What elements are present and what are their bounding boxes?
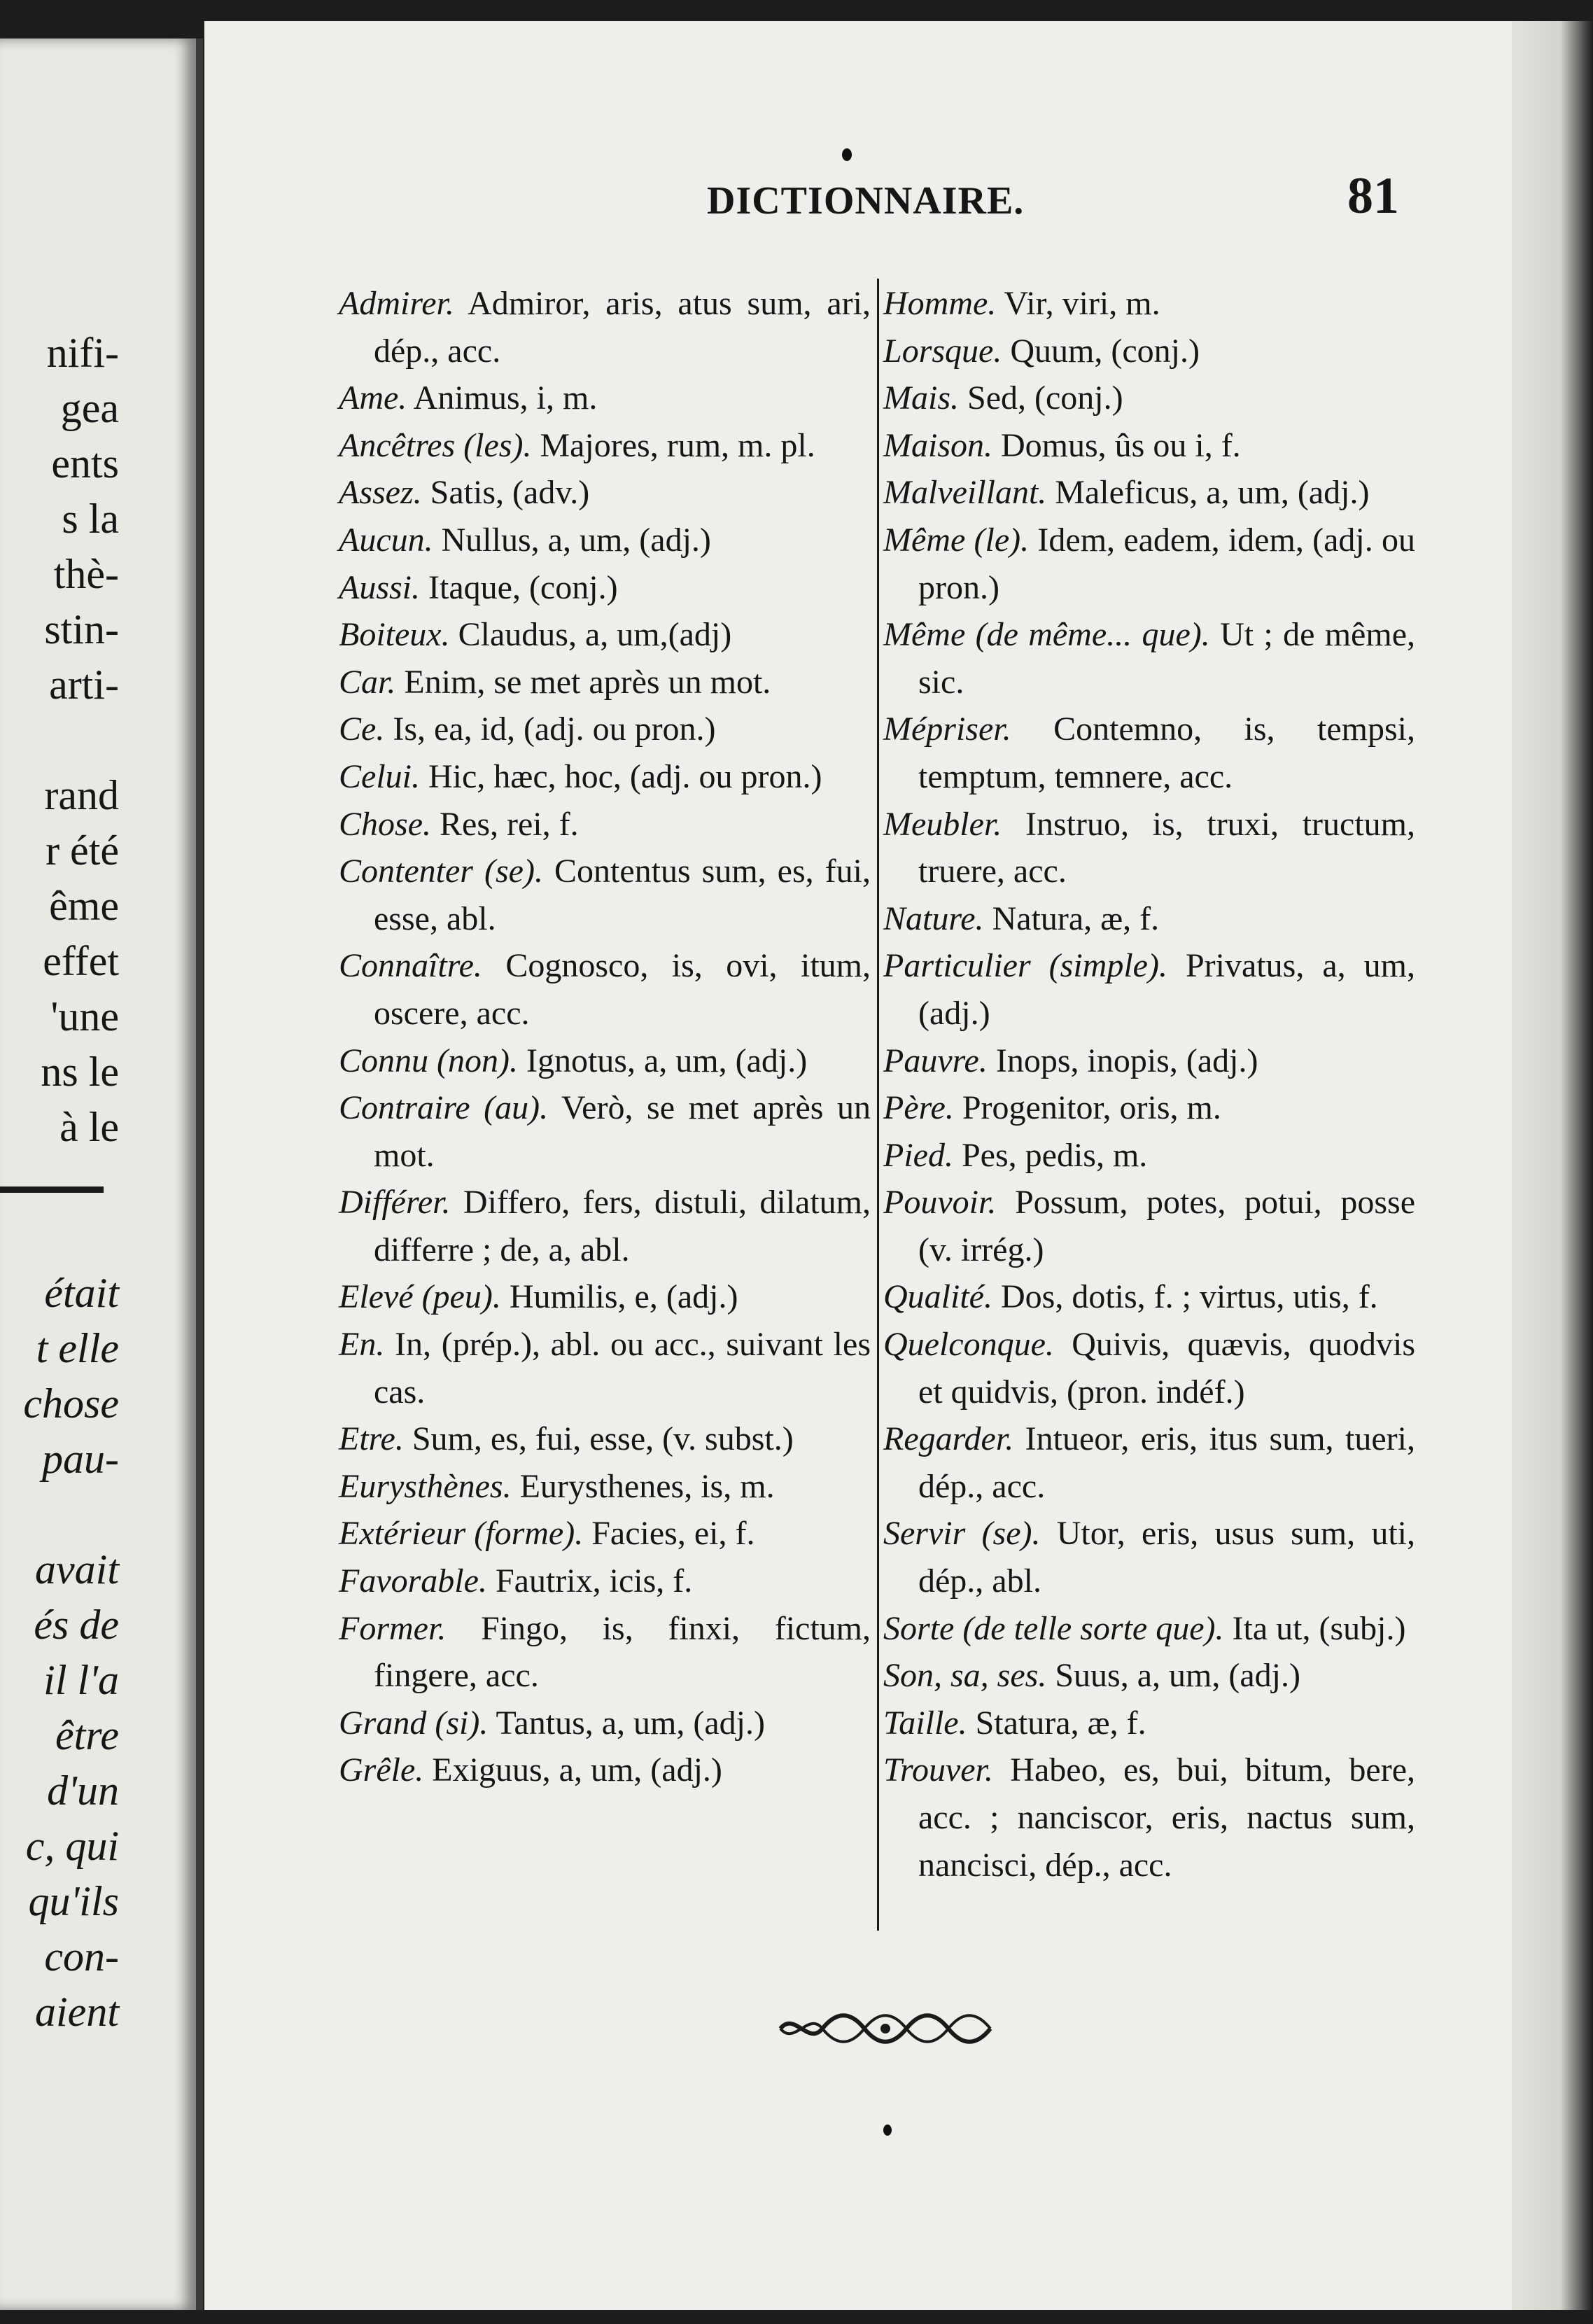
entry-definition: Is, ea, id, (adj. ou pron.)	[384, 710, 716, 748]
entry-definition: In, (prép.), abl. ou acc., suivant les cas.	[374, 1326, 871, 1410]
entry-definition: Vir, viri, m.	[996, 285, 1160, 322]
entry-headword: Taille.	[883, 1704, 967, 1742]
entry-definition: Dos, dotis, f. ; virtus, utis, f.	[992, 1278, 1378, 1316]
entry-definition: Humilis, e, (adj.)	[500, 1278, 738, 1316]
dictionary-entry	[339, 1321, 871, 1415]
dictionary-entry	[339, 1273, 871, 1321]
dictionary-entry	[883, 280, 1415, 328]
entry-definition: Animus, i, m.	[407, 379, 598, 417]
left-page-fragment	[0, 1487, 119, 1542]
entry-definition: Exiguus, a, um, (adj.)	[423, 1751, 722, 1789]
entry-definition: Domus, ûs ou i, f.	[992, 426, 1241, 464]
ink-dot	[883, 2124, 892, 2136]
entry-definition: Maleficus, a, um, (adj.)	[1046, 474, 1370, 512]
dictionary-entry	[883, 1273, 1415, 1321]
page-edge-shadow	[1512, 21, 1592, 2310]
left-page-fragment: rand	[44, 772, 119, 818]
left-page-fragment: s la	[62, 496, 119, 542]
entry-definition: Majores, rum, m. pl.	[531, 426, 815, 464]
dictionary-entry	[339, 1746, 871, 1794]
entry-definition: Suus, a, um, (adj.)	[1046, 1657, 1300, 1695]
left-page-fragment: il l'a	[43, 1657, 119, 1703]
entry-headword: Pauvre.	[883, 1042, 988, 1079]
ink-dot	[842, 148, 852, 161]
dictionary-entry	[339, 374, 871, 422]
dictionary-entry	[339, 1179, 871, 1273]
left-page-fragment: ême	[49, 883, 119, 929]
left-page-fragment: és de	[34, 1602, 119, 1648]
left-page-fragment: nifi-	[46, 330, 119, 376]
left-page-fragment: gea	[60, 385, 119, 431]
entry-headword: Former.	[339, 1609, 447, 1647]
entry-headword: Extérieur (forme).	[339, 1515, 584, 1553]
dictionary-entry	[339, 1463, 871, 1511]
entry-definition: Quivis, quævis, quodvis et quidvis, (pron. indéf.)	[918, 1326, 1415, 1410]
entry-headword: Même (de même... que).	[883, 616, 1210, 654]
left-page-fragment: avait	[35, 1546, 119, 1592]
dictionary-entry	[339, 564, 871, 612]
dictionary-entry	[883, 611, 1415, 706]
left-page-fragment: c, qui	[25, 1823, 119, 1869]
entry-headword: Père.	[883, 1089, 954, 1127]
entry-definition: Verò, se met après un mot.	[374, 1089, 871, 1174]
entry-headword: Quelconque.	[883, 1326, 1054, 1364]
dictionary-entry	[339, 801, 871, 848]
entry-headword: Elevé (peu).	[339, 1278, 501, 1316]
entry-headword: En.	[339, 1326, 385, 1364]
left-page-fragment	[0, 713, 119, 768]
dictionary-entry	[883, 1700, 1415, 1747]
dictionary-entry	[339, 1415, 871, 1463]
dictionary-entry	[883, 422, 1415, 470]
dictionary-entry	[339, 848, 871, 942]
dictionary-entry	[883, 1321, 1415, 1415]
entry-definition: Utor, eris, usus sum, uti, dép., abl.	[918, 1515, 1415, 1600]
dictionary-entry	[339, 611, 871, 659]
entry-headword: Trouver.	[883, 1751, 993, 1789]
entry-definition: Ignotus, a, um, (adj.)	[517, 1042, 808, 1079]
entry-headword: Maison.	[883, 426, 992, 464]
left-page-fragment: chose	[23, 1380, 119, 1427]
left-page-fragment: aient	[35, 1989, 119, 2035]
left-page-fragment: était	[44, 1270, 119, 1316]
entry-definition: Sed, (conj.)	[959, 379, 1123, 417]
left-page-fragment	[0, 1210, 119, 1266]
entry-headword: Boiteux.	[339, 616, 450, 654]
entry-headword: Ame.	[339, 379, 407, 417]
dictionary-entry	[883, 801, 1415, 895]
entry-headword: Admirer.	[339, 285, 454, 322]
entry-headword: Grêle.	[339, 1751, 424, 1789]
entry-definition: Habeo, es, bui, bitum, bere, acc. ; nanciscor, eris, nactus sum, nancisci, dép., acc.	[918, 1751, 1415, 1884]
entry-definition: Possum, potes, potui, posse (v. irrég.)	[918, 1184, 1415, 1268]
entry-definition: Natura, æ, f.	[983, 899, 1160, 937]
entry-definition: Intueor, eris, itus sum, tueri, dép., acc.	[918, 1420, 1415, 1505]
left-page-fragment	[0, 1155, 119, 1210]
column-divider	[877, 279, 879, 1931]
left-page	[0, 38, 196, 2310]
entry-headword: Connaître.	[339, 947, 482, 985]
entry-definition: Itaque, (conj.)	[420, 568, 618, 606]
entry-definition: Ut ; de même, sic.	[918, 616, 1415, 701]
tailpiece-ornament	[773, 2008, 997, 2050]
dictionary-entry	[883, 1605, 1415, 1653]
entry-definition: Claudus, a, um,(adj)	[449, 616, 732, 654]
left-page-fragment: à le	[59, 1104, 119, 1150]
entry-headword: Pouvoir.	[883, 1184, 997, 1222]
dictionary-entry	[883, 1179, 1415, 1273]
dictionary-entry	[339, 422, 871, 470]
entry-headword: Qualité.	[883, 1278, 992, 1316]
dictionary-entry	[339, 942, 871, 1037]
running-head: DICTIONNAIRE.	[707, 179, 1025, 223]
dictionary-entry	[339, 1510, 871, 1558]
dictionary-entry	[883, 517, 1415, 611]
entry-definition: Privatus, a, um, (adj.)	[918, 947, 1415, 1032]
dictionary-entry	[339, 280, 871, 374]
dictionary-entry	[883, 895, 1415, 943]
entry-headword: Son, sa, ses.	[883, 1657, 1047, 1695]
entry-headword: Pied.	[883, 1136, 953, 1174]
left-page-text-fragments	[0, 326, 119, 2040]
left-page-fragment: arti-	[49, 662, 119, 708]
entry-definition: Enim, se met après un mot.	[395, 663, 771, 701]
dictionary-entry	[339, 659, 871, 706]
left-page-fragment: ents	[51, 440, 119, 486]
entry-definition: Inops, inopis, (adj.)	[987, 1042, 1258, 1079]
entry-headword: Chose.	[339, 805, 431, 843]
entry-definition: Contentus sum, es, fui, esse, abl.	[374, 853, 871, 937]
left-page-fragment: d'un	[47, 1768, 119, 1814]
entry-headword: Ancêtres (les).	[339, 426, 532, 464]
entry-definition: Nullus, a, um, (adj.)	[433, 521, 711, 559]
entry-headword: Celui.	[339, 757, 420, 795]
left-page-fragment: effet	[43, 938, 119, 984]
dictionary-entry	[883, 1132, 1415, 1180]
dictionary-entry	[339, 1605, 871, 1700]
entry-definition: Sum, es, fui, esse, (v. subst.)	[403, 1420, 794, 1458]
dictionary-entry	[883, 1415, 1415, 1510]
entry-headword: Différer.	[339, 1184, 451, 1222]
entry-headword: Assez.	[339, 474, 422, 512]
entry-definition: Instruo, is, truxi, tructum, truere, acc.	[918, 805, 1415, 890]
entry-headword: Ce.	[339, 710, 385, 748]
left-page-fragment: ns le	[41, 1049, 119, 1095]
dictionary-entry	[339, 1037, 871, 1085]
entry-definition: Idem, eadem, idem, (adj. ou pron.)	[918, 521, 1415, 606]
dictionary-entry	[339, 517, 871, 564]
entry-headword: Grand (si).	[339, 1704, 489, 1742]
entry-headword: Sorte (de telle sorte que).	[883, 1609, 1224, 1647]
entry-definition: Hic, hæc, hoc, (adj. ou pron.)	[420, 757, 822, 795]
dictionary-entry	[339, 706, 871, 753]
entry-definition: Quum, (conj.)	[1002, 332, 1200, 370]
page-number: 81	[1347, 167, 1399, 225]
entry-definition: Cognosco, is, ovi, itum, oscere, acc.	[374, 947, 871, 1032]
entry-headword: Favorable.	[339, 1562, 487, 1600]
entry-definition: Contemno, is, tempsi, temptum, temnere, acc.	[918, 710, 1415, 795]
entry-definition: Admiror, aris, atus sum, ari, dép., acc.	[374, 285, 871, 370]
left-page-fragment: 'une	[50, 993, 119, 1040]
left-page-fragment: être	[55, 1712, 119, 1758]
dictionary-entry	[883, 1652, 1415, 1700]
book-gutter	[196, 38, 203, 2310]
entry-headword: Contenter (se).	[339, 853, 543, 890]
left-page-fragment: t elle	[36, 1325, 119, 1371]
dictionary-entry	[339, 469, 871, 517]
entry-headword: Mais.	[883, 379, 959, 417]
dictionary-entry	[339, 1558, 871, 1605]
entry-headword: Aucun.	[339, 521, 433, 559]
entry-definition: Fautrix, icis, f.	[486, 1562, 693, 1600]
dictionary-entry	[339, 753, 871, 801]
section-rule	[0, 1186, 104, 1193]
left-page-fragment: stin-	[44, 606, 119, 652]
entry-headword: Regarder.	[883, 1420, 1014, 1458]
entry-headword: Aussi.	[339, 568, 421, 606]
entry-headword: Homme.	[883, 285, 997, 322]
entry-headword: Contraire (au).	[339, 1089, 549, 1127]
entry-headword: Malveillant.	[883, 474, 1047, 512]
entry-headword: Nature.	[883, 899, 984, 937]
left-page-fragment: qu'ils	[28, 1878, 119, 1924]
left-page-fragment: con-	[44, 1933, 119, 1980]
dictionary-entry	[883, 1084, 1415, 1132]
entry-headword: Connu (non).	[339, 1042, 518, 1079]
entry-headword: Car.	[339, 663, 396, 701]
entry-headword: Meubler.	[883, 805, 1002, 843]
dictionary-entry	[883, 328, 1415, 375]
entry-headword: Même (le).	[883, 521, 1030, 559]
dictionary-column-left	[339, 280, 871, 1794]
left-page-fragment: r été	[45, 827, 119, 874]
entry-definition: Satis, (adv.)	[421, 474, 590, 512]
entry-headword: Servir (se).	[883, 1515, 1041, 1553]
entry-headword: Mépriser.	[883, 710, 1011, 748]
entry-definition: Tantus, a, um, (adj.)	[488, 1704, 765, 1742]
entry-headword: Particulier (simple).	[883, 947, 1167, 985]
dictionary-entry	[883, 706, 1415, 800]
entry-headword: Etre.	[339, 1420, 404, 1458]
dictionary-entry	[339, 1084, 871, 1179]
entry-headword: Lorsque.	[883, 332, 1002, 370]
entry-definition: Statura, æ, f.	[967, 1704, 1146, 1742]
entry-definition: Facies, ei, f.	[583, 1515, 755, 1553]
entry-headword: Eurysthènes.	[339, 1467, 512, 1505]
left-page-fragment: pau-	[42, 1436, 119, 1482]
dictionary-entry	[883, 1037, 1415, 1085]
entry-definition: Eurysthenes, is, m.	[511, 1467, 775, 1505]
entry-definition: Ita ut, (subj.)	[1223, 1609, 1406, 1647]
dictionary-entry	[883, 469, 1415, 517]
dictionary-entry	[883, 374, 1415, 422]
dictionary-entry	[339, 1700, 871, 1747]
dictionary-column-right	[883, 280, 1415, 1889]
entry-definition: Differo, fers, distuli, dilatum, differre ; de, a, abl.	[374, 1184, 871, 1268]
entry-definition: Fingo, is, finxi, fictum, fingere, acc.	[374, 1609, 871, 1695]
entry-definition: Progenitor, oris, m.	[953, 1089, 1221, 1127]
entry-definition: Pes, pedis, m.	[953, 1136, 1148, 1174]
left-page-fragment: thè-	[53, 551, 119, 597]
dictionary-entry	[883, 942, 1415, 1037]
dictionary-entry	[883, 1510, 1415, 1604]
entry-definition: Res, rei, f.	[431, 805, 579, 843]
dictionary-entry	[883, 1746, 1415, 1889]
